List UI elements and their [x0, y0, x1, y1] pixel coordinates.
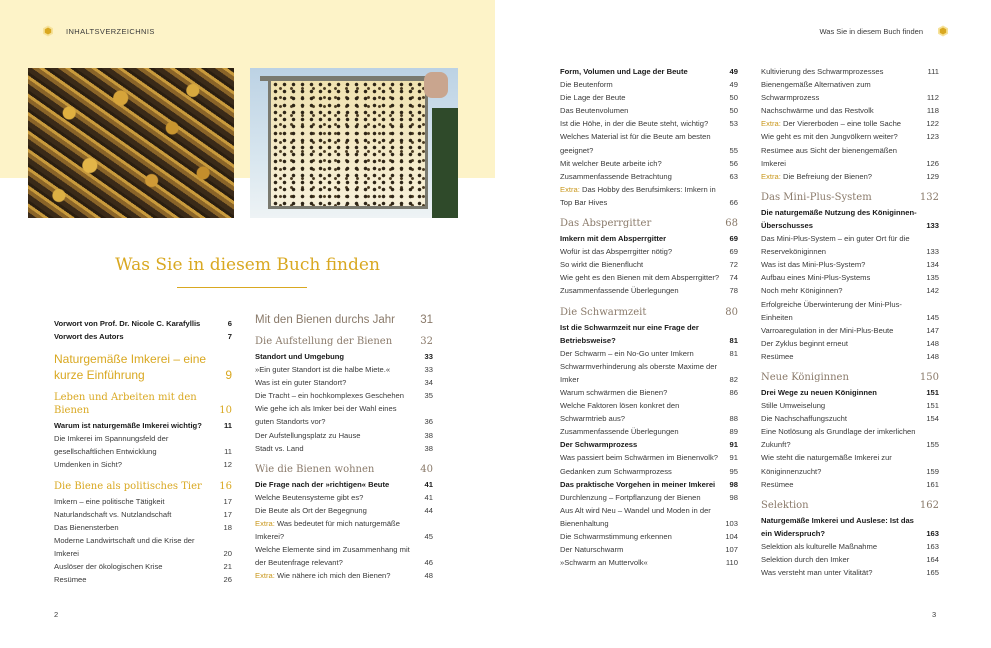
- toc-entry-title: Der Naturschwarm: [560, 545, 624, 555]
- toc-page-number: 82: [729, 374, 738, 384]
- extra-label: Extra:: [255, 519, 275, 529]
- toc-page-number: 26: [223, 575, 232, 585]
- toc-entry-title: [255, 569, 425, 582]
- toc-page-number: 98: [729, 479, 738, 489]
- title-divider: [177, 287, 307, 288]
- toc-entry-title: Naturgemäße Imkerei und Auslese: Ist das ein Widerspruch?: [761, 515, 914, 538]
- toc-page-number: 17: [223, 509, 232, 519]
- toc-entry[interactable]: [560, 271, 738, 284]
- toc-page-number: 20: [223, 548, 232, 558]
- toc-entry[interactable]: [560, 451, 738, 464]
- toc-chapter-heading[interactable]: [54, 391, 232, 417]
- toc-entry[interactable]: [560, 65, 738, 78]
- toc-entry[interactable]: [255, 402, 433, 428]
- toc-page-number: 104: [725, 532, 738, 541]
- toc-column-3: [560, 65, 738, 569]
- toc-entry-title: Der Schwarmprozess: [560, 440, 638, 450]
- toc-page-number: 36: [424, 417, 433, 427]
- toc-chapter-heading[interactable]: [761, 499, 939, 512]
- toc-page-number: 118: [926, 106, 939, 116]
- toc-entry[interactable]: [560, 478, 738, 491]
- toc-entry-title: Das Mini-Plus-System: [761, 191, 872, 203]
- toc-entry-title: Wie die Bienen wohnen: [255, 463, 375, 475]
- toc-page-number: 78: [729, 286, 738, 296]
- toc-entry-title: Zusammenfassende Überlegungen: [560, 427, 679, 437]
- toc-entry-title: Mit den Bienen durchs Jahr: [255, 314, 395, 326]
- toc-entry[interactable]: [560, 438, 738, 451]
- toc-entry-title: »Ein guter Standort ist die halbe Miete.«: [255, 365, 391, 375]
- toc-entry-title: Zusammenfassende Betrachtung: [560, 171, 672, 181]
- hexagon-icon: [42, 25, 54, 37]
- toc-entry-title: Naturgemäße Imkerei – eine kurze Einführung: [54, 352, 207, 383]
- toc-page-number: 21: [223, 562, 232, 572]
- toc-entry-title: Umdenken in Sicht?: [54, 460, 122, 470]
- toc-page-number: 148: [926, 338, 939, 348]
- toc-page-number: 151: [926, 387, 939, 397]
- toc-entry[interactable]: [560, 284, 738, 297]
- toc-page-number: 55: [729, 145, 738, 155]
- toc-entry[interactable]: [255, 429, 433, 442]
- toc-page-number: 16: [219, 480, 232, 492]
- toc-entry[interactable]: [560, 399, 738, 425]
- toc-page-number: 110: [725, 558, 738, 568]
- photo-comb: [268, 81, 428, 209]
- running-head-right: Was Sie in diesem Buch finden: [819, 27, 923, 36]
- toc-entry-title: Das Mini-Plus-System – ein guter Ort für die Reserveköniginnen: [761, 234, 910, 257]
- toc-entry-title: Das praktische Vorgehen in meiner Imkerei: [560, 479, 716, 489]
- toc-page-number: 66: [729, 197, 738, 207]
- toc-page-number: 46: [424, 558, 433, 568]
- toc-entry[interactable]: [54, 330, 232, 343]
- toc-page-number: 44: [424, 505, 433, 515]
- toc-entry-title: So wirkt die Bienenflucht: [560, 260, 644, 270]
- toc-entry-title: Imkern – eine politische Tätigkeit: [54, 496, 165, 506]
- toc-entry[interactable]: [761, 337, 939, 350]
- toc-page-number: 69: [729, 234, 738, 244]
- toc-entry-title: Die Schwarmzeit: [560, 306, 647, 318]
- toc-entry[interactable]: [560, 465, 738, 478]
- toc-entry-title: Wie geht es den Bienen mit dem Absperrgitter?: [560, 273, 720, 283]
- toc-chapter-heading[interactable]: [560, 306, 738, 319]
- toc-chapter-heading[interactable]: [560, 217, 738, 230]
- toc-entry-title: Gedanken zum Schwarmprozess: [560, 466, 672, 476]
- toc-entry-title: Welches Material ist für die Beute am besten geeignet?: [560, 132, 711, 155]
- toc-entry[interactable]: [54, 419, 232, 432]
- toc-entry[interactable]: [761, 540, 939, 553]
- toc-page-number: 69: [729, 247, 738, 257]
- toc-page-number: 9: [225, 368, 232, 383]
- toc-entry[interactable]: [761, 206, 939, 232]
- toc-entry-title: Selektion durch den Imker: [761, 555, 850, 564]
- toc-page-number: 31: [420, 314, 433, 326]
- toc-page-number: 12: [223, 460, 232, 470]
- toc-page-number: 56: [729, 158, 738, 168]
- toc-page-number: 33: [424, 352, 433, 361]
- toc-entry[interactable]: [761, 298, 939, 324]
- toc-entry-title: Die Imkerei im Spannungsfeld der gesellschaftlichen Entwicklung: [54, 434, 169, 457]
- toc-entry-title: Neue Königinnen: [761, 371, 849, 383]
- toc-entry[interactable]: [560, 347, 738, 360]
- toc-entry-title: Die Schwarmstimmung erkennen: [560, 532, 672, 541]
- toc-page-number: 155: [926, 440, 939, 450]
- toc-page-number: 11: [224, 447, 232, 457]
- toc-column-1: [54, 317, 232, 586]
- bees-photo: [28, 68, 234, 218]
- toc-page-number: 32: [420, 336, 433, 347]
- toc-entry-title: [761, 170, 926, 183]
- toc-entry[interactable]: [255, 569, 433, 582]
- toc-entry[interactable]: [54, 495, 232, 508]
- toc-entry-title: Varroaregulation in der Mini-Plus-Beute: [761, 325, 894, 335]
- toc-entry[interactable]: [54, 521, 232, 534]
- toc-chapter-heading[interactable]: [54, 351, 232, 383]
- toc-entry[interactable]: [761, 117, 939, 130]
- toc-entry[interactable]: [761, 130, 939, 143]
- toc-page-number: 41: [424, 479, 433, 489]
- toc-page-number: 50: [729, 93, 738, 103]
- toc-entry-title: Resümee: [761, 351, 794, 361]
- toc-entry-title: Was ist ein guter Standort?: [255, 378, 347, 388]
- toc-chapter-heading[interactable]: [761, 371, 939, 384]
- toc-entry[interactable]: [560, 386, 738, 399]
- toc-entry[interactable]: [560, 232, 738, 245]
- toc-page-number: 148: [926, 351, 939, 361]
- toc-entry-title: Naturlandschaft vs. Nutzlandschaft: [54, 509, 172, 519]
- running-head-left: INHALTSVERZEICHNIS: [66, 27, 155, 36]
- toc-page-number: 133: [926, 247, 939, 257]
- toc-entry-title: Das Absperrgitter: [560, 218, 652, 230]
- toc-entry-title: Mit welcher Beute arbeite ich?: [560, 158, 662, 168]
- toc-entry-title: Stadt vs. Land: [255, 443, 304, 453]
- toc-entry-title: Imkern mit dem Absperrgitter: [560, 234, 667, 244]
- toc-entry-title: Moderne Landwirtschaft und die Krise der Imkerei: [54, 535, 195, 558]
- toc-page-number: 33: [424, 365, 433, 375]
- toc-entry-title: »Schwarm an Muttervolk«: [560, 558, 648, 568]
- toc-column-2: [255, 314, 433, 583]
- toc-entry-title: Selektion: [761, 499, 809, 511]
- toc-page-number: 50: [729, 106, 738, 116]
- toc-entry[interactable]: [255, 389, 433, 402]
- toc-page-number: 103: [725, 518, 738, 528]
- toc-entry[interactable]: [255, 363, 433, 376]
- toc-page-number: 81: [729, 335, 738, 345]
- toc-entry-title: [255, 517, 425, 543]
- toc-page-number: 111: [927, 67, 939, 76]
- toc-page-number: 49: [729, 67, 738, 76]
- toc-entry-title: Aufbau eines Mini-Plus-Systems: [761, 273, 871, 283]
- toc-entry[interactable]: [54, 432, 232, 458]
- toc-page-number: 17: [223, 496, 232, 506]
- toc-page-number: 38: [424, 443, 433, 453]
- toc-entry[interactable]: [54, 573, 232, 586]
- toc-page-number: 80: [725, 306, 738, 318]
- toc-entry[interactable]: [560, 183, 738, 209]
- toc-entry-title: Das Beutenvolumen: [560, 106, 629, 116]
- toc-page-number: 122: [926, 119, 939, 129]
- toc-page-number: 133: [926, 220, 939, 230]
- toc-page-number: 107: [725, 545, 738, 555]
- toc-page-number: 161: [926, 479, 939, 489]
- toc-entry-title: Wie gehe ich als Imker bei der Wahl eines guten Standorts vor?: [255, 404, 397, 427]
- hexagon-icon: [937, 25, 949, 37]
- toc-entry-title: Selektion als kulturelle Maßnahme: [761, 541, 878, 551]
- extra-label: Extra:: [255, 571, 275, 581]
- toc-entry-title: Welche Beutensysteme gibt es?: [255, 492, 364, 502]
- toc-entry-title: Der Schwarm – ein No-Go unter Imkern: [560, 348, 694, 358]
- toc-entry[interactable]: [761, 170, 939, 183]
- toc-page-number: 45: [424, 532, 433, 542]
- toc-entry[interactable]: [761, 399, 939, 412]
- toc-page-number: 154: [926, 414, 939, 424]
- toc-entry[interactable]: [255, 491, 433, 504]
- toc-entry[interactable]: [560, 504, 738, 530]
- toc-entry-title: Kultivierung des Schwarmprozesses: [761, 67, 884, 76]
- toc-entry-title: Durchlenzung – Fortpflanzung der Bienen: [560, 492, 701, 502]
- toc-page-number: 132: [919, 191, 939, 203]
- toc-entry[interactable]: [560, 360, 738, 386]
- toc-entry[interactable]: [761, 65, 939, 78]
- toc-entry[interactable]: [54, 317, 232, 330]
- toc-page-number: 159: [926, 466, 939, 476]
- toc-entry-title: Wofür ist das Absperrgitter nötig?: [560, 247, 673, 257]
- toc-entry[interactable]: [560, 425, 738, 438]
- toc-column-4: [761, 65, 939, 579]
- toc-entry[interactable]: [761, 566, 939, 579]
- toc-page-number: 95: [729, 466, 738, 476]
- toc-entry[interactable]: [761, 412, 939, 425]
- toc-entry[interactable]: [761, 104, 939, 117]
- toc-entry[interactable]: [560, 157, 738, 170]
- toc-entry-title: Die Biene als politisches Tier: [54, 480, 202, 492]
- toc-entry-title: Ist die Höhe, in der die Beute steht, wichtig?: [560, 119, 709, 129]
- toc-page-number: 41: [424, 492, 433, 502]
- toc-entry[interactable]: [761, 478, 939, 491]
- toc-chapter-heading[interactable]: [255, 314, 433, 327]
- toc-entry-title: Warum ist naturgemäße Imkerei wichtig?: [54, 421, 202, 431]
- toc-page-number: 10: [219, 405, 232, 417]
- toc-entry-title: Vorwort von Prof. Dr. Nicole C. Karafyllis: [54, 319, 201, 328]
- toc-entry[interactable]: [560, 321, 738, 347]
- toc-entry[interactable]: [761, 451, 939, 477]
- toc-chapter-heading[interactable]: [54, 480, 232, 493]
- toc-chapter-heading[interactable]: [761, 191, 939, 204]
- toc-entry-title: Der Zyklus beginnt erneut: [761, 338, 848, 348]
- toc-entry-title: Resümee aus Sicht der bienengemäßen Imkerei: [761, 145, 897, 168]
- toc-entry-title: Vorwort des Autors: [54, 332, 124, 342]
- toc-page-number: 163: [926, 528, 939, 538]
- toc-entry[interactable]: [560, 170, 738, 183]
- toc-entry[interactable]: [761, 258, 939, 271]
- toc-entry[interactable]: [761, 284, 939, 297]
- toc-page-number: 53: [729, 119, 738, 129]
- toc-page-number: 34: [424, 378, 433, 388]
- toc-page-number: 63: [729, 171, 738, 181]
- toc-page-number: 145: [926, 312, 939, 322]
- toc-entry-title: Ist die Schwarmzeit nur eine Frage der Betriebsweise?: [560, 322, 699, 345]
- toc-entry[interactable]: [560, 543, 738, 556]
- toc-page-number: 112: [926, 93, 939, 103]
- toc-entry[interactable]: [560, 556, 738, 569]
- toc-entry[interactable]: [761, 144, 939, 170]
- toc-page-number: 88: [729, 414, 738, 424]
- extra-label: Extra:: [560, 184, 580, 194]
- toc-entry[interactable]: [560, 104, 738, 117]
- page-number-right: 3: [932, 610, 937, 619]
- toc-entry-title: Die Aufstellung der Bienen: [255, 336, 393, 347]
- toc-page-number: 165: [926, 568, 939, 578]
- toc-page-number: 126: [926, 158, 939, 168]
- toc-page-number: 72: [729, 260, 738, 270]
- honeycomb-frame-photo: [250, 68, 458, 218]
- toc-entry-title: Was passiert beim Schwärmen im Bienenvolk?: [560, 453, 718, 463]
- toc-entry-title: [761, 117, 926, 130]
- toc-entry-title: Was versteht man unter Vitalität?: [761, 568, 873, 578]
- toc-page-number: 162: [919, 499, 939, 511]
- toc-entry-title: Die Beute als Ort der Begegnung: [255, 505, 367, 515]
- toc-entry[interactable]: [761, 78, 939, 104]
- toc-entry-title: Drei Wege zu neuen Königinnen: [761, 387, 877, 397]
- toc-entry-title: Die Beutenform: [560, 80, 613, 90]
- toc-page-number: 98: [729, 492, 738, 502]
- toc-page-number: 86: [729, 387, 738, 397]
- toc-entry-title: Stille Umweiselung: [761, 401, 826, 411]
- toc-entry-text: Das Hobby des Berufsimkers: Imkern in Top Bar Hives: [560, 184, 716, 207]
- toc-chapter-heading[interactable]: [255, 463, 433, 476]
- photo-hand: [424, 72, 448, 98]
- page-title: Was Sie in diesem Buch finden: [115, 255, 380, 275]
- toc-page-number: 134: [926, 260, 939, 270]
- toc-entry[interactable]: [560, 530, 738, 543]
- toc-entry-title: Die Nachschaffungszucht: [761, 414, 847, 424]
- toc-entry[interactable]: [255, 376, 433, 389]
- toc-entry[interactable]: [560, 258, 738, 271]
- extra-label: Extra:: [761, 119, 781, 129]
- toc-entry-title: Die naturgemäße Nutzung des Königinnen-Überschusses: [761, 207, 917, 230]
- toc-page-number: 40: [420, 463, 433, 475]
- toc-entry-title: Erfolgreiche Überwinterung der Mini-Plus-Einheiten: [761, 299, 902, 322]
- toc-entry[interactable]: [560, 491, 738, 504]
- toc-page-number: 123: [926, 132, 939, 142]
- toc-entry[interactable]: [255, 504, 433, 517]
- toc-entry[interactable]: [761, 386, 939, 399]
- toc-page-number: 135: [926, 273, 939, 283]
- toc-entry-title: Schwarmverhinderung als oberste Maxime der Imker: [560, 361, 718, 384]
- toc-page-number: 74: [729, 273, 738, 283]
- toc-entry[interactable]: [560, 245, 738, 258]
- toc-entry-title: Das Bienensterben: [54, 522, 119, 532]
- toc-page-number: 129: [926, 171, 939, 181]
- toc-entry-title: Nachschwärme und das Restvolk: [761, 106, 874, 116]
- toc-page-number: 150: [919, 371, 939, 383]
- toc-page-number: 68: [725, 218, 738, 230]
- toc-entry[interactable]: [54, 508, 232, 521]
- toc-entry[interactable]: [761, 271, 939, 284]
- toc-page-number: 91: [729, 453, 738, 463]
- toc-entry-title: Der Aufstellungsplatz zu Hause: [255, 430, 361, 440]
- toc-entry-title: Die Frage nach der »richtigen« Beute: [255, 479, 390, 489]
- toc-page-number: 18: [223, 522, 232, 532]
- toc-entry-title: Warum schwärmen die Bienen?: [560, 387, 668, 397]
- toc-entry-text: Die Befreiung der Bienen?: [780, 171, 873, 181]
- toc-entry[interactable]: [761, 350, 939, 363]
- toc-page-number: 142: [926, 286, 939, 296]
- toc-entry[interactable]: [560, 117, 738, 130]
- toc-entry-title: Noch mehr Königinnen?: [761, 286, 843, 296]
- toc-chapter-heading[interactable]: [255, 335, 433, 348]
- toc-entry[interactable]: [560, 78, 738, 91]
- toc-entry-title: Wie geht es mit den Jungvölkern weiter?: [761, 132, 898, 142]
- toc-page-number: 89: [729, 427, 738, 437]
- toc-entry[interactable]: [54, 458, 232, 471]
- toc-page-number: 164: [926, 555, 939, 564]
- toc-entry[interactable]: [255, 543, 433, 569]
- toc-entry-title: Welche Elemente sind im Zusammenhang mit der Beutenfrage relevant?: [255, 545, 410, 568]
- toc-entry-title: Aus Alt wird Neu – Wandel und Moden in der Bienenhaltung: [560, 505, 711, 528]
- toc-entry-text: Wie nähere ich mich den Bienen?: [274, 571, 391, 581]
- toc-entry[interactable]: [761, 425, 939, 451]
- toc-entry-title: Resümee: [54, 575, 87, 585]
- toc-entry-title: Bienengemäße Alternativen zum Schwarmprozess: [761, 80, 871, 103]
- toc-entry[interactable]: [255, 350, 433, 363]
- toc-entry-title: Eine Notlösung als Grundlage der imkerlichen Zukunft?: [761, 427, 916, 450]
- toc-page-number: 35: [424, 391, 433, 401]
- toc-entry-text: Der Viererboden – eine tolle Sache: [780, 119, 902, 129]
- photo-tree: [432, 108, 458, 218]
- toc-entry-title: [560, 183, 730, 209]
- toc-entry-title: Resümee: [761, 479, 794, 489]
- toc-entry[interactable]: [761, 324, 939, 337]
- toc-entry-title: Die Lage der Beute: [560, 93, 626, 103]
- toc-entry[interactable]: [761, 514, 939, 540]
- toc-entry-title: Wie steht die naturgemäße Imkerei zur Königinnenzucht?: [761, 453, 892, 476]
- toc-page-number: 48: [424, 571, 433, 581]
- toc-page-number: 81: [729, 348, 738, 358]
- toc-page-number: 163: [926, 541, 939, 551]
- toc-entry-text: Was bedeutet für mich naturgemäße Imkerei?: [255, 519, 400, 542]
- toc-entry-title: Welche Faktoren lösen konkret den Schwarmtrieb aus?: [560, 401, 680, 424]
- toc-entry[interactable]: [560, 91, 738, 104]
- toc-entry[interactable]: [255, 442, 433, 455]
- toc-entry[interactable]: [54, 560, 232, 573]
- toc-entry[interactable]: [560, 130, 738, 156]
- toc-entry-title: Was ist das Mini-Plus-System?: [761, 260, 866, 270]
- toc-page-number: 147: [926, 325, 939, 335]
- toc-entry[interactable]: [761, 232, 939, 258]
- toc-entry[interactable]: [255, 517, 433, 543]
- toc-page-number: 91: [729, 440, 738, 450]
- extra-label: Extra:: [761, 171, 781, 181]
- toc-entry[interactable]: [255, 478, 433, 491]
- toc-entry-title: Standort und Umgebung: [255, 352, 345, 361]
- toc-entry-title: Zusammenfassende Überlegungen: [560, 286, 679, 296]
- toc-entry-title: Die Tracht – ein hochkomplexes Geschehen: [255, 391, 405, 401]
- toc-page-number: 151: [926, 401, 939, 411]
- toc-page-number: 49: [729, 80, 738, 90]
- toc-entry-title: Leben und Arbeiten mit den Bienen: [54, 392, 197, 417]
- toc-page-number: 7: [227, 332, 232, 342]
- toc-page-number: 11: [223, 421, 232, 431]
- toc-entry[interactable]: [54, 534, 232, 560]
- page-number-left: 2: [54, 610, 59, 619]
- toc-page-number: 38: [424, 430, 433, 440]
- toc-entry-title: Auslöser der ökologischen Krise: [54, 562, 163, 572]
- toc-page-number: 6: [227, 319, 232, 328]
- toc-entry[interactable]: [761, 553, 939, 566]
- toc-entry-title: Form, Volumen und Lage der Beute: [560, 67, 688, 76]
